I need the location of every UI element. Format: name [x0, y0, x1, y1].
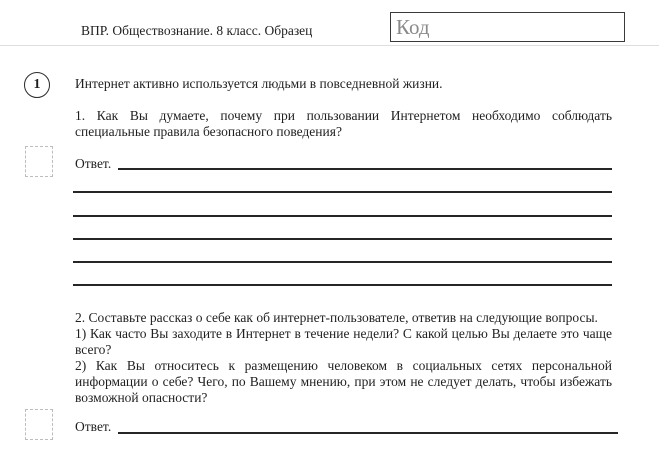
task-number-badge: 1 [24, 72, 50, 98]
question-2-subquestion-1: 1) Как часто Вы заходите в Интернет в течение недели? С какой целью Вы делаете это чаще всего? [75, 326, 612, 357]
answer-1-label: Ответ. [75, 156, 112, 171]
question-1-text: 1. Как Вы думаете, почему при пользовании Интернетом необходимо соблюдать специальные правила безопасного поведения? [75, 108, 612, 139]
answer-line [73, 238, 612, 240]
answer-line [118, 432, 618, 434]
question-2-lead-text: 2. Составьте рассказ о себе как об интернет-пользователе, ответив на следующие вопросы. [75, 310, 598, 325]
code-field-label: Код [396, 15, 430, 39]
score-box-question-2 [25, 409, 53, 440]
answer-line [73, 215, 612, 217]
answer-line [73, 284, 612, 286]
task-intro-text: Интернет активно используется людьми в повседневной жизни. [75, 76, 443, 91]
question-2-block [75, 310, 612, 406]
question-2-subquestion-2: 2) Как Вы относитесь к размещению человеком в социальных сетях персональной информации о себе? Чего, по Вашему мнению, при этом не следует делать, чтобы избежать возможной опасности? [75, 358, 612, 405]
score-box-question-1 [25, 146, 53, 177]
answer-line [73, 191, 612, 193]
header-divider [0, 45, 659, 46]
document-header-title: ВПР. Обществознание. 8 класс. Образец [81, 23, 313, 38]
answer-line [73, 261, 612, 263]
answer-2-label: Ответ. [75, 419, 112, 434]
code-field-box [390, 12, 625, 42]
answer-line [118, 168, 612, 170]
